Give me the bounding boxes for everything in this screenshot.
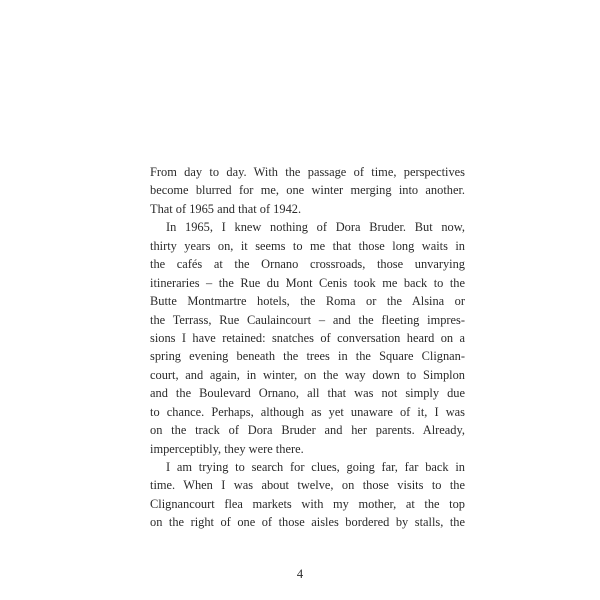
text-line: thirty years on, it seems to me that those long waits in (150, 238, 465, 253)
text-line: That of 1965 and that of 1942. (150, 201, 302, 216)
paragraph-3 (150, 458, 465, 532)
text-line: on the right of one of those aisles bordered by stalls, the (150, 515, 465, 530)
text-line: In 1965, I knew nothing of Dora Bruder. But now, (166, 220, 465, 235)
text-line: imperceptibly, they were there. (150, 441, 304, 456)
text-line: Clignancourt flea markets with my mother, at the top (150, 496, 465, 511)
text-line: the Terrass, Rue Caulaincourt – and the fleeting impres- (150, 312, 465, 327)
text-line: spring evening beneath the trees in the Square Clignan- (150, 349, 465, 364)
text-line: I am trying to search for clues, going far, far back in (166, 460, 465, 474)
text-line: the cafés at the Ornano crossroads, those unvarying (150, 257, 465, 272)
text-line: sions I have retained: snatches of conversation heard on a (150, 330, 465, 345)
text-line: and the Boulevard Ornano, all that was not simply due (150, 386, 465, 401)
text-line: time. When I was about twelve, on those visits to the (150, 478, 465, 493)
text-line: Butte Montmartre hotels, the Roma or the Alsina or (150, 294, 465, 309)
text-line: itineraries – the Rue du Mont Cenis took me back to the (150, 275, 465, 290)
page-number: 4 (296, 567, 304, 581)
text-line: court, and again, in winter, on the way down to Simplon (150, 367, 465, 382)
paragraph-1 (150, 163, 465, 218)
paragraph-2 (150, 218, 465, 458)
text-line: become blurred for me, one winter merging into another. (150, 183, 465, 198)
text-line: From day to day. With the passage of time, perspectives (150, 165, 465, 179)
page-body (150, 163, 465, 532)
text-line: to chance. Perhaps, although as yet unaware of it, I was (150, 404, 465, 419)
text-line: on the track of Dora Bruder and her parents. Already, (150, 423, 465, 438)
